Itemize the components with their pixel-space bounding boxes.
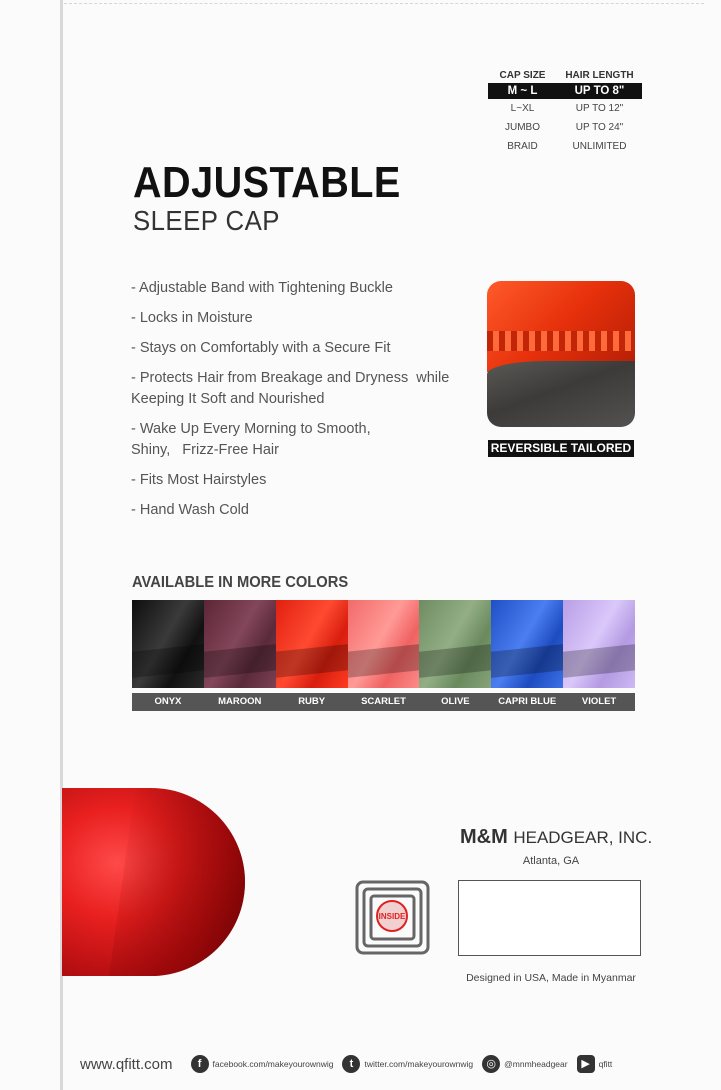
elastic-band [487,331,635,351]
made-in-text: Designed in USA, Made in Myanmar [466,972,636,984]
length-cell: UP TO 12" [575,103,624,114]
size-cell: M ~ L [507,85,538,97]
feature-list [131,278,461,530]
top-divider [64,3,704,4]
size-row [488,99,642,118]
social-facebook[interactable] [191,1055,334,1073]
swatch-onyx [132,600,204,688]
youtube-icon: ▶ [577,1055,595,1073]
facebook-text: facebook.com/makeyourownwig [212,1059,334,1069]
reversible-cap-image [487,281,635,427]
dark-side [487,361,635,427]
swatch-maroon [204,600,276,688]
size-cell: BRAID [507,141,538,152]
color-label: OLIVE [441,696,470,707]
satin-fabric-image [62,788,245,976]
size-row [488,137,642,156]
swatch-olive [419,600,491,688]
size-cell: L~XL [510,103,535,114]
feature-item: - Adjustable Band with Tightening Buckle [131,280,393,296]
red-side [487,281,635,372]
company-name [460,826,652,849]
inside-icon [355,880,430,955]
size-cell: JUMBO [505,122,540,133]
feature-item: - Wake Up Every Morning to Smooth, Shiny, Frizz-Free Hair [131,421,375,458]
color-label: ONYX [154,696,182,707]
company-city: Atlanta, GA [522,855,580,867]
website-url[interactable]: www.qfitt.com [80,1055,173,1073]
swatch-ruby [276,600,348,688]
size-row-selected [488,83,642,99]
social-twitter[interactable] [342,1055,473,1073]
feature-item: - Protects Hair from Breakage and Dryness while Keeping It Soft and Nourished [131,370,454,407]
product-subtitle: SLEEP CAP [133,205,280,236]
length-cell: UNLIMITED [572,141,627,152]
company-name-rest: HEADGEAR, INC. [513,828,653,847]
satin-fold [106,788,245,976]
length-cell: UP TO 8" [574,85,625,97]
cap-size-header: CAP SIZE [499,69,546,81]
color-label: CAPRI BLUE [498,696,557,707]
swatch-violet [563,600,635,688]
twitter-text: twitter.com/makeyourownwig [364,1059,474,1069]
company-name-bold: M&M [460,826,508,848]
length-cell: UP TO 24" [575,122,624,133]
inside-icon-text: INSIDE [378,912,406,921]
instagram-text: @mnmheadgear [504,1059,568,1069]
reversible-label: REVERSIBLE TAILORED [488,440,634,457]
product-title: ADJUSTABLE [133,158,401,207]
colors-heading: AVAILABLE IN MORE COLORS [132,574,349,591]
size-table [488,67,642,156]
social-youtube[interactable] [577,1055,613,1073]
hair-length-header: HAIR LENGTH [565,69,634,81]
facebook-icon: f [191,1055,209,1073]
color-labels-bar [132,693,635,711]
feature-item: - Locks in Moisture [131,310,253,326]
size-row [488,118,642,137]
color-label: MAROON [218,696,262,707]
blank-label-box [458,880,641,956]
instagram-icon: ◎ [482,1055,500,1073]
feature-item: - Fits Most Hairstyles [131,472,267,488]
size-table-header [488,67,642,83]
social-instagram[interactable] [482,1055,567,1073]
color-swatches [132,600,635,688]
color-label: SCARLET [361,696,406,707]
swatch-capri-blue [491,600,563,688]
feature-item: - Hand Wash Cold [131,502,249,518]
youtube-text: qfitt [598,1059,613,1069]
twitter-icon: t [342,1055,360,1073]
footer [80,1052,710,1076]
swatch-scarlet [348,600,420,688]
color-label: RUBY [298,696,326,707]
color-label: VIOLET [581,696,617,707]
feature-item: - Stays on Comfortably with a Secure Fit [131,340,391,356]
